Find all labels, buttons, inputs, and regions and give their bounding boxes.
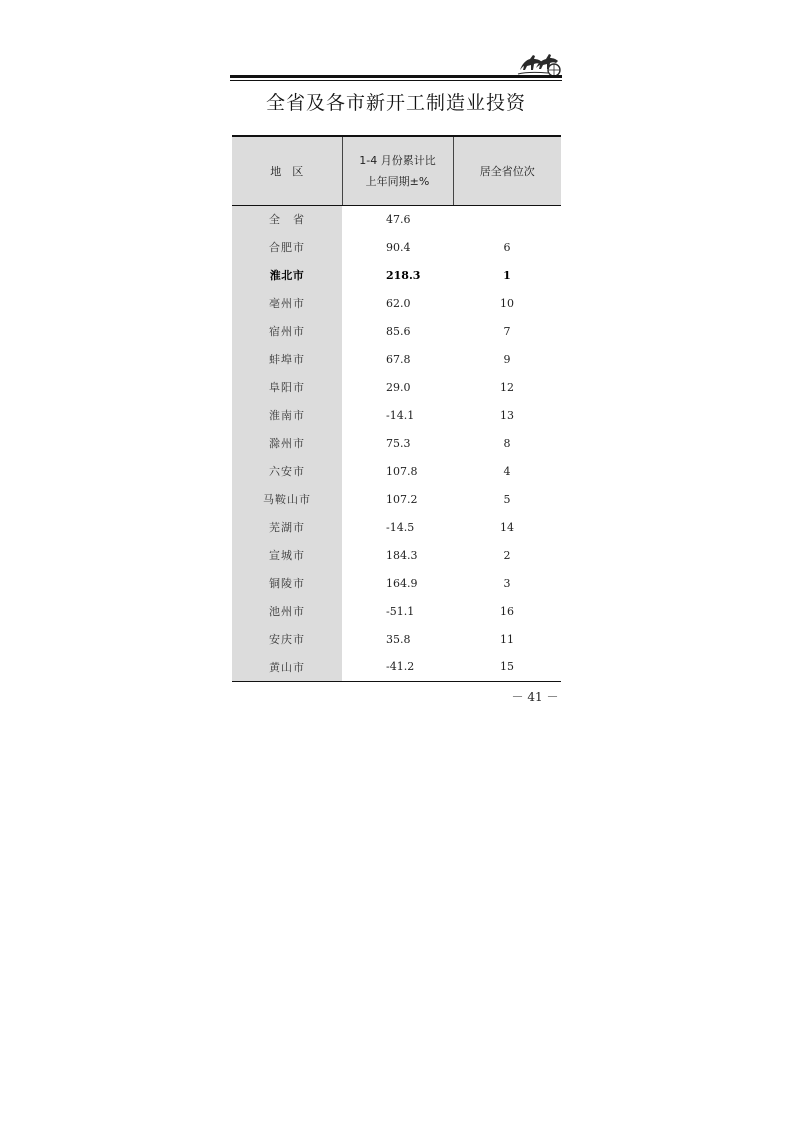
- cell-rank: 10: [500, 296, 514, 310]
- cell-region: 马鞍山市: [232, 485, 342, 513]
- cell-region: 宿州市: [232, 317, 342, 345]
- investment-table: [232, 135, 561, 682]
- table-row: [232, 261, 561, 289]
- cell-rank: 6: [503, 240, 511, 254]
- cell-region: 全 省: [232, 205, 342, 233]
- header-rule-thin: [230, 80, 562, 81]
- cell-rank: 12: [500, 380, 514, 394]
- cell-rank: [453, 205, 561, 233]
- cell-rank: 3: [503, 576, 511, 590]
- table-row: [232, 289, 561, 317]
- header-rank: 居全省位次: [453, 136, 561, 205]
- cell-region: 宣城市: [232, 541, 342, 569]
- header-change: [342, 136, 453, 205]
- cell-region: 安庆市: [232, 625, 342, 653]
- table-row: [232, 401, 561, 429]
- cell-rank: 8: [503, 436, 511, 450]
- cell-region: 亳州市: [232, 289, 342, 317]
- cell-rank: 16: [500, 604, 514, 618]
- cell-value: -14.5: [386, 520, 415, 534]
- page-title: 全省及各市新开工制造业投资: [265, 92, 526, 114]
- table-row: [232, 541, 561, 569]
- investment-table-container: [232, 135, 561, 682]
- table-row: [232, 345, 561, 373]
- table-row: [232, 457, 561, 485]
- cell-value: 184.3: [386, 548, 418, 562]
- cell-value: 218.3: [386, 268, 421, 282]
- cell-rank: 11: [500, 632, 514, 646]
- cell-value: 107.2: [386, 492, 418, 506]
- cell-region: 淮北市: [232, 261, 342, 289]
- cell-rank: 15: [453, 653, 561, 681]
- table-body: [232, 205, 561, 681]
- cell-rank: 4: [503, 464, 511, 478]
- cell-region: 蚌埠市: [232, 345, 342, 373]
- cell-region: 淮南市: [232, 401, 342, 429]
- cell-rank: 13: [500, 408, 514, 422]
- cell-rank: 1: [503, 268, 511, 282]
- table-row: [232, 569, 561, 597]
- cell-value: 90.4: [386, 240, 411, 254]
- table-row: [232, 485, 561, 513]
- cell-rank: 2: [503, 548, 511, 562]
- cell-value: 67.8: [386, 352, 411, 366]
- cell-value: -51.1: [386, 604, 415, 618]
- cell-value: 62.0: [386, 296, 411, 310]
- horse-chariot-logo-icon: [516, 46, 562, 78]
- table-row: [232, 205, 561, 233]
- cell-region: 芜湖市: [232, 513, 342, 541]
- cell-value: 35.8: [386, 632, 411, 646]
- table-row: [232, 317, 561, 345]
- cell-value: 85.6: [386, 324, 411, 338]
- cell-value: 107.8: [386, 464, 418, 478]
- table-row: [232, 513, 561, 541]
- cell-region: 合肥市: [232, 233, 342, 261]
- table-row: [232, 429, 561, 457]
- cell-rank: 9: [503, 352, 511, 366]
- table-row: [232, 653, 561, 681]
- cell-value: 47.6: [386, 212, 411, 226]
- cell-region: 铜陵市: [232, 569, 342, 597]
- cell-value: 75.3: [386, 436, 411, 450]
- cell-value: -14.1: [386, 408, 415, 422]
- cell-value: -41.2: [342, 653, 453, 681]
- header-change-line1: 1-4 月份累计比: [359, 153, 436, 167]
- cell-rank: 5: [503, 492, 511, 506]
- cell-region: 池州市: [232, 597, 342, 625]
- page-number: － 41 －: [511, 690, 559, 704]
- table-row: [232, 597, 561, 625]
- table-row: [232, 373, 561, 401]
- cell-region: 滁州市: [232, 429, 342, 457]
- cell-region: 黄山市: [232, 653, 342, 681]
- cell-rank: 14: [500, 520, 514, 534]
- header-rule-thick: [230, 75, 562, 78]
- table-row: [232, 233, 561, 261]
- table-row: [232, 625, 561, 653]
- header-change-line2: 上年同期±%: [365, 174, 430, 188]
- cell-value: 164.9: [386, 576, 418, 590]
- cell-region: 阜阳市: [232, 373, 342, 401]
- cell-value: 29.0: [386, 380, 411, 394]
- header-region: 地 区: [232, 136, 342, 205]
- cell-region: 六安市: [232, 457, 342, 485]
- cell-rank: 7: [503, 324, 511, 338]
- table-header-row: [232, 136, 561, 205]
